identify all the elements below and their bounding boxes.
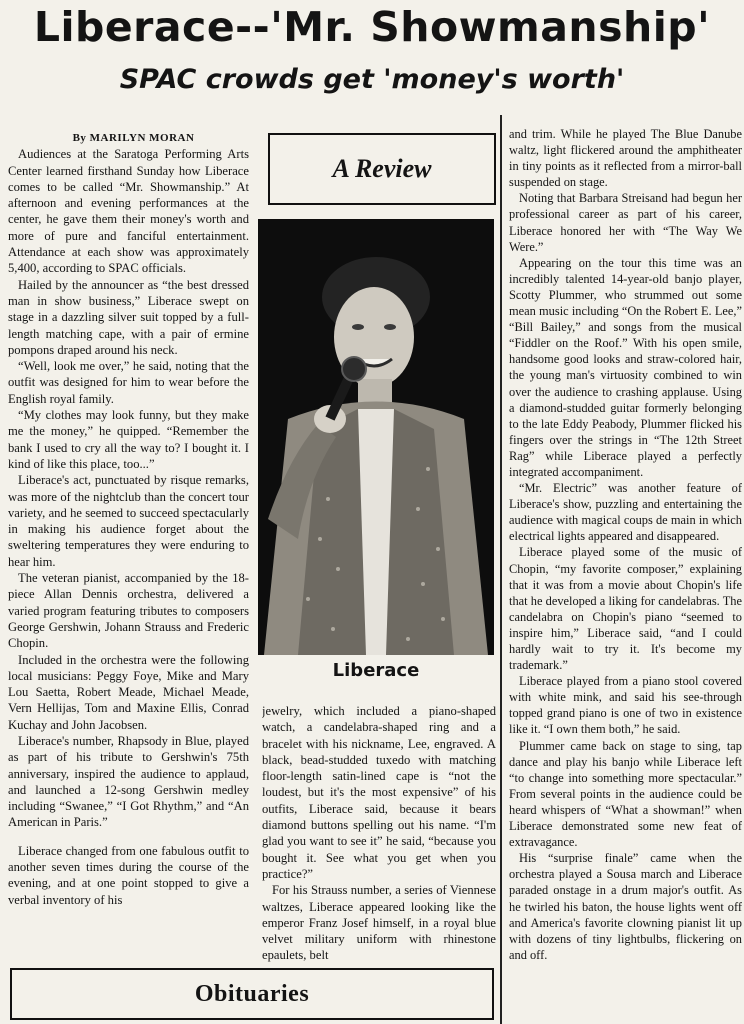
- article-headline: Liberace--'Mr. Showmanship': [33, 3, 711, 51]
- paragraph: Plummer came back on stage to sing, tap dance and play his banjo while Liberace left “to change into something more spectacular.” From several points in the audience could be heard whispers of “What a showman!” when Liberace demonstrated some new feat of extravagance.: [509, 738, 742, 850]
- paragraph: Liberace played some of the music of Chopin, “my favorite composer,” explaining that it was from a movie about Chopin's life that he developed a liking for candelabras. The candelabra on Chopin's piano “seemed to inspire him,” Liberace said, “and I could hardly wait to try it. It's become my trademark.”: [509, 545, 742, 673]
- paragraph: Liberace played from a piano stool covered with white mink, and said his see-through topped grand piano is one of two in existence like it. “I own them both,” he said.: [509, 674, 742, 737]
- review-label: A Review: [332, 154, 432, 183]
- paragraph: Liberace changed from one fabulous outfit to another seven times during the course of the evening, and at one point stopped to give a verbal inventory of his: [8, 843, 249, 907]
- paragraph: “Mr. Electric” was another feature of Liberace's show, puzzling and entertaining the audience with magical coups de main in which electrical lights appeared and disappeared.: [509, 481, 742, 544]
- article-column-3: [509, 126, 742, 1022]
- paragraph: jewelry, which included a piano-shaped watch, a candelabra-shaped ring and a bracelet with his nickname, Lee, engraved. A black, bead-studded tuxedo with matching floor-length satin-lined cape is “not the loudest, but it's the most expensive” of his outfits, Liberace said, because it bears diamond buttons spelling out his name. “I'm glad you want to see it” he said, “because you bought it. See what you get when you practice?”: [262, 704, 496, 881]
- liberace-photo: [258, 219, 494, 655]
- paragraph: His “surprise finale” came when the orchestra played a Sousa march and Liberace paraded onstage in a drum major's outfit. As he twirled his baton, the house lights went off and America's favorite clowning pianist lit up with dozens of tiny lightbulbs, flickering on and off.: [509, 851, 742, 962]
- article-column-2: [262, 703, 496, 963]
- paragraph: Liberace's act, punctuated by risque remarks, was more of the nightclub than the concert tour variety, and he seemed to succeed spectacularly in making his audience forget about the sweltering temperatures they were enduring to hear him.: [8, 473, 249, 569]
- article-column-1: [8, 130, 249, 970]
- photo-illustration: [258, 219, 494, 655]
- paragraph: Audiences at the Saratoga Performing Arts Center learned firsthand Sunday how Liberace comes to be called “Mr. Showmanship.” At afternoon and evening performances at the center, he gave them their money's worth and more of pure and fanciful entertainment. Attendance at each show was approximately 5,400, according to SPAC officials.: [8, 147, 249, 276]
- paragraph: Appearing on the tour this time was an incredibly talented 14-year-old banjo player, Scotty Plummer, who strummed out some mean music including “On the Robert E. Lee,” “Bill Bailey,” and songs from the musical “Fiddler on the Roof.” With his open smile, handsome good looks and straw-colored hair, the young man's virtuosity combined to win over the audience to crashing applause. Using a diamond-studded guitar formerly belonging to the late Eddy Peabody, Plummer flicked his fingers over the strings in “The 12th Street Rag” while Liberace played a perfectly integrated accompaniment.: [509, 255, 742, 479]
- paragraph: The veteran pianist, accompanied by the 18-piece Allan Dennis orchestra, delivered a varied program featuring tributes to composers George Gershwin, Johann Strauss and Frederic Chopin.: [8, 571, 249, 651]
- paragraph: “My clothes may look funny, but they make me the money,” he quipped. “Remember the bank I used to cry all the way to? I bought it. I kind of like this place, too...”: [8, 408, 249, 471]
- obituaries-label: Obituaries: [194, 980, 310, 1007]
- byline: By MARILYN MORAN: [72, 132, 195, 144]
- paragraph: Liberace's number, Rhapsody in Blue, played as part of his tribute to Gershwin's 75th anniversary, inspired the audience to applaud, and launched a 12-song Gershwin medley including “Swanee,” “I Got Rhythm,” and “An American in Paris.”: [8, 733, 249, 830]
- obituaries-box: [10, 968, 494, 1020]
- paragraph: “Well, look me over,” he said, noting that the outfit was designed for him to wear before the English royal family.: [8, 359, 249, 406]
- article-subhead: SPAC crowds get 'money's worth': [119, 64, 625, 95]
- paragraph: Included in the orchestra were the following local musicians: Peggy Foye, Mike and Mary Lou Saetta, Robert Meade, Michael Meade, Vern Hellijas, Tom and Maxine Ellis, Conrad Kuchay and John Jacobsen.: [8, 652, 249, 732]
- review-box: [268, 133, 496, 205]
- photo-caption: Liberace: [332, 660, 420, 681]
- paragraph: Noting that Barbara Streisand had begun her professional career as part of his career, Liberace honored her with “The Way We Were.”: [509, 191, 742, 254]
- column-divider: [500, 115, 502, 1024]
- paragraph: For his Strauss number, a series of Viennese waltzes, Liberace appeared looking like the emperor Franz Josef himself, in a royal blue velvet military uniform with rhinestone epaulets, belt: [262, 883, 496, 963]
- paragraph: Hailed by the announcer as “the best dressed man in show business,” Liberace swept on stage in a dazzling silver suit topped by a full-length matching cape, with a pair of ermine pompons draped around his neck.: [8, 277, 249, 357]
- paragraph: and trim. While he played The Blue Danube waltz, light flickered around the amphitheater in tiny points as it reflected from a mirror-ball suspended on stage.: [509, 127, 742, 190]
